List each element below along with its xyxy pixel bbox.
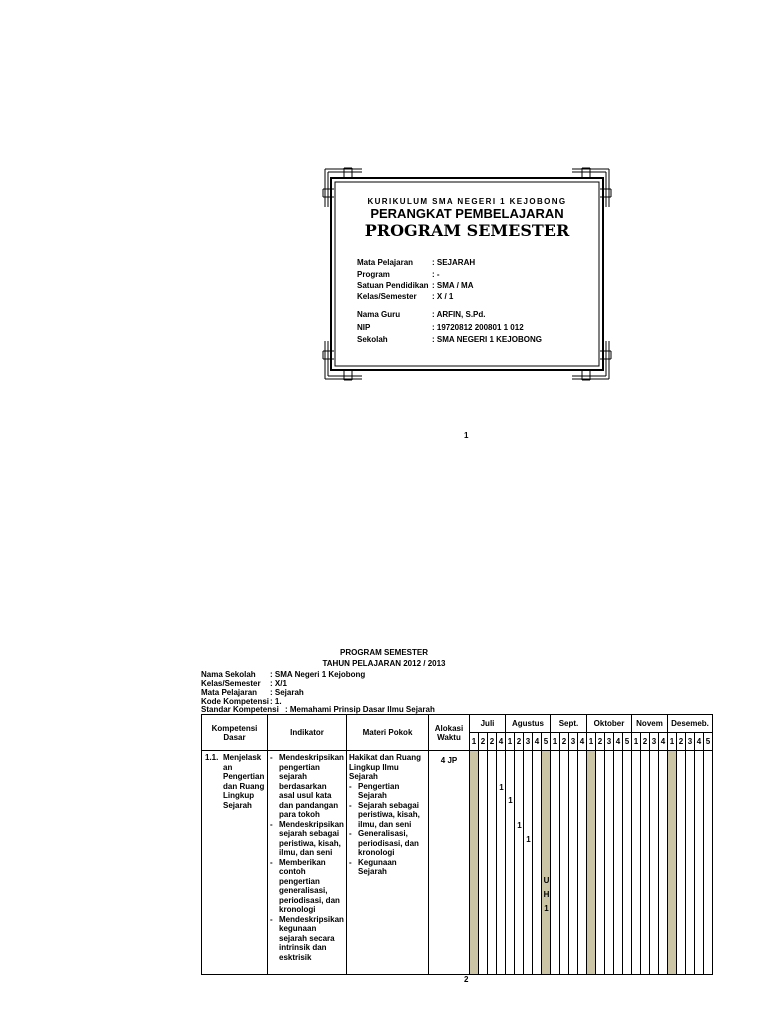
list-item	[349, 782, 426, 801]
week-number: 2	[488, 733, 497, 751]
kd-text	[223, 753, 265, 810]
year-heading: TAHUN PELAJARAN 2012 / 2013	[322, 659, 446, 668]
indikator-list	[270, 753, 344, 962]
meta-label: Nama Sekolah	[201, 670, 256, 679]
month-header: Juli	[470, 715, 506, 733]
list-line: periodisasi, dan	[358, 838, 419, 848]
alokasi-cell: 4 JP	[429, 751, 470, 975]
list-line: peristiwa, kisah,	[358, 810, 420, 819]
field-value: : SEJARAH	[432, 258, 476, 267]
list-line: Mendeskripsikan	[279, 819, 344, 829]
week-cell	[497, 751, 506, 975]
week-cell	[551, 751, 560, 975]
schedule-mark: 1	[526, 835, 531, 844]
week-number: 2	[479, 733, 488, 751]
kd-line: Lingkup	[223, 791, 255, 800]
field-label: Program	[357, 270, 390, 279]
list-line: pengertian	[279, 876, 320, 886]
week-cell	[686, 751, 695, 975]
week-number: 3	[686, 733, 695, 751]
materi-list	[349, 782, 426, 877]
list-item	[270, 820, 344, 858]
list-line: Sejarah sebagai	[358, 800, 419, 810]
field-label: Sekolah	[357, 335, 388, 344]
week-cell	[542, 751, 551, 975]
meta-value: : Memahami Prinsip Dasar Ilmu Sejarah	[285, 705, 435, 714]
list-line: Pengertian	[358, 781, 400, 791]
schedule-mark: H	[543, 890, 550, 899]
field-label: Mata Pelajaran	[357, 258, 414, 267]
week-number: 1	[506, 733, 515, 751]
list-line: berdasarkan	[279, 781, 327, 791]
week-number: 3	[524, 733, 533, 751]
bullet: -	[349, 857, 352, 867]
meta-value: : Sejarah	[270, 688, 304, 697]
list-line: para tokoh	[279, 810, 320, 819]
list-line: contoh	[279, 867, 306, 876]
week-number: 4	[578, 733, 587, 751]
materi-cell	[347, 751, 429, 975]
list-line: ilmu, dan seni	[358, 819, 412, 829]
week-cell	[614, 751, 623, 975]
schedule-mark: 1	[499, 783, 504, 792]
list-item	[349, 858, 426, 877]
list-line: kegunaan	[279, 924, 317, 933]
week-cell	[641, 751, 650, 975]
week-number: 5	[623, 733, 632, 751]
week-number: 2	[641, 733, 650, 751]
header-kd: Kompetensi Dasar	[202, 715, 268, 751]
materi-title-line: Lingkup Ilmu	[349, 762, 399, 772]
list-item	[349, 801, 426, 830]
meta-label: Standar Kompetensi	[201, 705, 279, 714]
week-number: 4	[614, 733, 623, 751]
field-value: : SMA / MA	[432, 281, 474, 290]
bullet: -	[270, 914, 273, 924]
week-number: 1	[632, 733, 641, 751]
meta-label: Kode Kompetensi	[201, 697, 270, 706]
schedule-mark: 1	[517, 821, 522, 830]
indikator-cell	[268, 751, 347, 975]
field-label: Satuan Pendidikan	[357, 281, 429, 290]
month-header-row	[202, 715, 713, 733]
meta-label: Kelas/Semester	[201, 679, 261, 688]
list-line: generalisasi,	[279, 886, 328, 895]
program-semester-table	[201, 714, 713, 975]
list-line: Mendeskripsikan	[279, 753, 344, 762]
header-indikator: Indikator	[268, 715, 347, 751]
week-number: 4	[659, 733, 668, 751]
month-header: Agustus	[506, 715, 551, 733]
meta-value: : SMA Negeri 1 Kejobong	[270, 670, 366, 679]
week-cell	[515, 751, 524, 975]
header-materi: Materi Pokok	[347, 715, 429, 751]
page-number: 1	[464, 431, 469, 440]
bullet: -	[349, 800, 352, 810]
week-cell	[479, 751, 488, 975]
week-number: 1	[587, 733, 596, 751]
page-number: 2	[464, 975, 469, 984]
kd-line: an	[223, 762, 233, 772]
month-header: Desemeb.	[668, 715, 713, 733]
list-line: sejarah sebagai	[279, 829, 340, 838]
week-cell	[533, 751, 542, 975]
week-cell	[605, 751, 614, 975]
list-line: kronologi	[279, 905, 316, 914]
list-line: periodisasi, dan	[279, 895, 340, 905]
week-number: 2	[560, 733, 569, 751]
week-number: 1	[470, 733, 479, 751]
week-cell	[470, 751, 479, 975]
list-line: esktrisik	[279, 952, 312, 962]
week-number: 3	[605, 733, 614, 751]
curriculum-title: KURIKULUM SMA NEGERI 1 KEJOBONG	[367, 197, 567, 206]
week-cell	[524, 751, 533, 975]
week-number: 4	[695, 733, 704, 751]
list-line: pengertian	[279, 762, 320, 772]
week-number: 3	[569, 733, 578, 751]
list-line: Kegunaan	[358, 857, 397, 867]
week-cell	[587, 751, 596, 975]
week-cell	[650, 751, 659, 975]
field-label: Kelas/Semester	[357, 292, 417, 301]
list-line: asal usul kata	[279, 791, 332, 800]
bullet: -	[270, 753, 273, 762]
week-cell	[677, 751, 686, 975]
list-line: Mendeskripsikan	[279, 914, 344, 924]
month-header: Oktober	[587, 715, 632, 733]
field-value: : X / 1	[432, 292, 454, 301]
cover-frame	[322, 167, 612, 381]
meta-value: : X/1	[270, 679, 287, 688]
kd-line: Sejarah	[223, 800, 252, 810]
list-line: ilmu, dan seni	[279, 848, 333, 857]
field-value: : 19720812 200801 1 012	[432, 323, 524, 332]
bullet: -	[349, 781, 352, 791]
list-line: Generalisasi,	[358, 829, 408, 838]
kd-line: dan Ruang	[223, 781, 265, 791]
kd-cell	[202, 751, 268, 975]
week-cell	[488, 751, 497, 975]
week-number: 5	[542, 733, 551, 751]
list-line: kronologi	[358, 848, 395, 857]
field-value: : ARFIN, S.Pd.	[432, 310, 486, 319]
list-line: sejarah secara	[279, 933, 335, 943]
list-item	[349, 829, 426, 858]
week-cell	[623, 751, 632, 975]
bullet: -	[270, 857, 273, 867]
week-cell	[659, 751, 668, 975]
week-cell	[578, 751, 587, 975]
table-row	[202, 751, 713, 975]
materi-title-line: Sejarah	[349, 772, 378, 781]
field-label: Nama Guru	[357, 310, 401, 319]
week-cell	[596, 751, 605, 975]
list-line: Sejarah	[358, 867, 387, 876]
schedule-mark: 1	[508, 796, 513, 805]
meta-label: Mata Pelajaran	[201, 688, 258, 697]
list-line: Sejarah	[358, 791, 387, 800]
week-number: 2	[677, 733, 686, 751]
week-cell	[695, 751, 704, 975]
week-cell	[632, 751, 641, 975]
week-number: 2	[515, 733, 524, 751]
field-value: : -	[432, 270, 440, 279]
list-item	[270, 858, 344, 915]
week-number: 1	[668, 733, 677, 751]
list-line: dan pandangan	[279, 800, 339, 810]
list-line: sejarah	[279, 772, 308, 781]
kd-line: Pengertian	[223, 772, 265, 781]
month-header: Sept.	[551, 715, 587, 733]
week-number: 5	[704, 733, 713, 751]
list-item	[270, 915, 344, 963]
program-title: PROGRAM SEMESTER	[364, 221, 570, 240]
materi-title-line: Hakikat dan Ruang	[349, 753, 422, 762]
week-number: 2	[596, 733, 605, 751]
week-cell	[506, 751, 515, 975]
bullet: -	[270, 819, 273, 829]
week-cell	[560, 751, 569, 975]
week-number: 3	[650, 733, 659, 751]
bullet: -	[349, 829, 352, 838]
list-line: intrinsik dan	[279, 943, 327, 952]
week-number: 1	[551, 733, 560, 751]
schedule-mark: U	[543, 876, 550, 885]
meta-value: : 1.	[270, 697, 282, 706]
list-line: peristiwa, kisah,	[279, 838, 341, 848]
kd-line: Menjelask	[223, 753, 262, 762]
materi-title	[349, 753, 426, 782]
schedule-mark: 1	[544, 904, 549, 913]
week-cell	[668, 751, 677, 975]
program-heading: PROGRAM SEMESTER	[339, 648, 428, 657]
kit-title: PERANGKAT PEMBELAJARAN	[370, 206, 564, 221]
header-alokasi: Alokasi Waktu	[429, 715, 470, 751]
field-value: : SMA NEGERI 1 KEJOBONG	[432, 335, 542, 344]
list-item	[270, 753, 344, 820]
month-header: Novem	[632, 715, 668, 733]
week-number: 4	[533, 733, 542, 751]
list-line: Memberikan	[279, 857, 326, 867]
week-number: 4	[497, 733, 506, 751]
week-cell	[569, 751, 578, 975]
field-label: NIP	[357, 323, 371, 332]
kd-number: 1.1.	[205, 753, 219, 762]
week-cell	[704, 751, 713, 975]
